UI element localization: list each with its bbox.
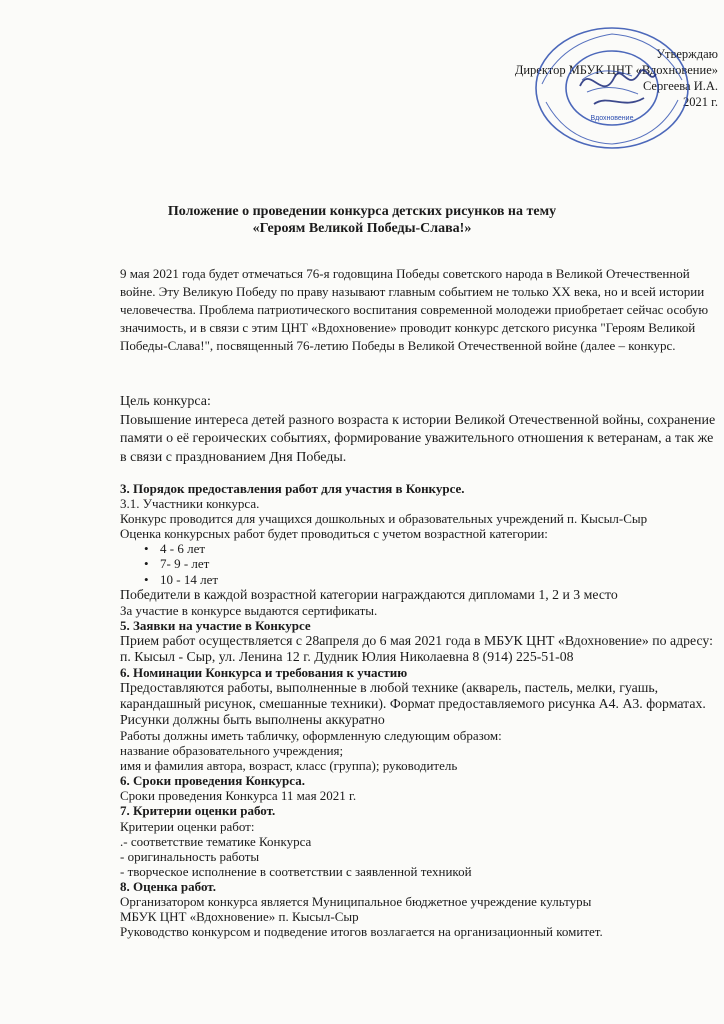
- label-item: имя и фамилия автора, возраст, класс (группа); руководитель: [120, 758, 458, 774]
- section6-text: Предоставляются работы, выполненные в любой технике (акварель, пастель, мелки, гуашь, карандашный рисунок, смешанные техники). Формат предоставляемого рисунка А4. А3. форматах. Рисунки должны быть выполнены аккуратно: [120, 679, 706, 727]
- section3-heading: 3. Порядок предоставления работ для участия в Конкурсе.: [120, 481, 465, 496]
- criteria-item: - оригинальность работы: [120, 848, 260, 864]
- approval-position: Директор МБУК ЦНТ «Вдохновение»: [514, 63, 718, 77]
- section6b-text: Сроки проведения Конкурса 11 мая 2021 г.: [120, 788, 357, 804]
- goal-block: [120, 393, 720, 467]
- approval-label: Утверждаю: [656, 47, 718, 61]
- age-list: [120, 541, 720, 586]
- section5-text: Прием работ осуществляется с 28апреля до 6 мая 2021 года в МБУК ЦНТ «Вдохновение» по адресу: п. Кысыл - Сыр, ул. Ленина 12 г. Дудник Юлия Николаевна 8 (914) 225-51-08: [120, 632, 713, 664]
- age-item: • 7- 9 - лет: [120, 556, 720, 571]
- document-title: Положение о проведении конкурса детских рисунков на тему «Героям Великой Победы-Слава!»: [167, 204, 557, 236]
- section7-intro: Критерии оценки работ:: [120, 818, 255, 834]
- svg-text:Вдохновение: Вдохновение: [590, 115, 634, 122]
- winners-text: Победители в каждой возрастной категории награждаются дипломами 1, 2 и 3 место: [120, 586, 618, 602]
- criteria-item: - творческое исполнение в соответствии с заявленной техникой: [120, 863, 472, 879]
- section3-sub: 3.1. Участники конкурса.: [120, 496, 260, 512]
- section8-line1: Организатором конкурса является Муниципальное бюджетное учреждение культуры: [120, 893, 592, 909]
- age-item: • 4 - 6 лет: [120, 541, 720, 556]
- certs-text: За участие в конкурсе выдаются сертификаты.: [120, 602, 378, 618]
- section8-line2: МБУК ЦНТ «Вдохновение» п. Кысыл-Сыр: [120, 909, 359, 925]
- section3-line2: Оценка конкурсных работ будет проводиться с учетом возрастной категории:: [120, 526, 548, 542]
- criteria-item: .- соответствие тематике Конкурса: [120, 833, 312, 849]
- goal-text: Повышение интереса детей разного возраста к истории Великой Отечественной войны, сохранение памяти о её героических событиях, формирование уважительного отношения к ветеранам, а так же в связи с празднованием Дня Победы.: [120, 412, 716, 465]
- intro-paragraph: 9 мая 2021 года будет отмечаться 76-я годовщина Победы советского народа в Великой Отечественной войне. Эту Великую Победу по праву называют главным событием не только XX века, но и всей истории человечества. Проблема патриотического воспитания современной молодежи приобретает сейчас особую значимость, и в связи с этим ЦНТ «Вдохновение» проводит конкурс детского рисунка "Героям Великой Победы-Слава!", посвященный 76-летию Победы в Великой Отечественной войне (далее – конкурс.: [120, 266, 709, 353]
- stamp-seal: [532, 24, 692, 152]
- approval-signatory: Сергеева И.А.: [642, 79, 718, 93]
- section5-heading: 5. Заявки на участие в Конкурсе: [120, 617, 311, 633]
- goal-heading: Цель конкурса:: [120, 394, 211, 409]
- section6b-heading: 6. Сроки проведения Конкурса.: [120, 773, 305, 789]
- section7-heading: 7. Критерии оценки работ.: [120, 803, 276, 819]
- section8-heading: 8. Оценка работ.: [120, 878, 216, 894]
- age-item: • 10 - 14 лет: [120, 572, 720, 587]
- sections-body: [120, 481, 720, 939]
- section3-line1: Конкурс проводится для учащихся дошкольных и образовательных учреждений п. Кысыл-Сыр: [120, 511, 648, 527]
- section8-line3: Руководство конкурсом и подведение итогов возлагается на организационный комитет.: [120, 924, 603, 940]
- label-intro: Работы должны иметь табличку, оформленную следующим образом:: [120, 727, 502, 743]
- approval-date: 2021 г.: [683, 95, 718, 109]
- section6-heading: 6. Номинации Конкурса и требования к участию: [120, 664, 408, 680]
- label-item: название образовательного учреждения;: [120, 743, 344, 759]
